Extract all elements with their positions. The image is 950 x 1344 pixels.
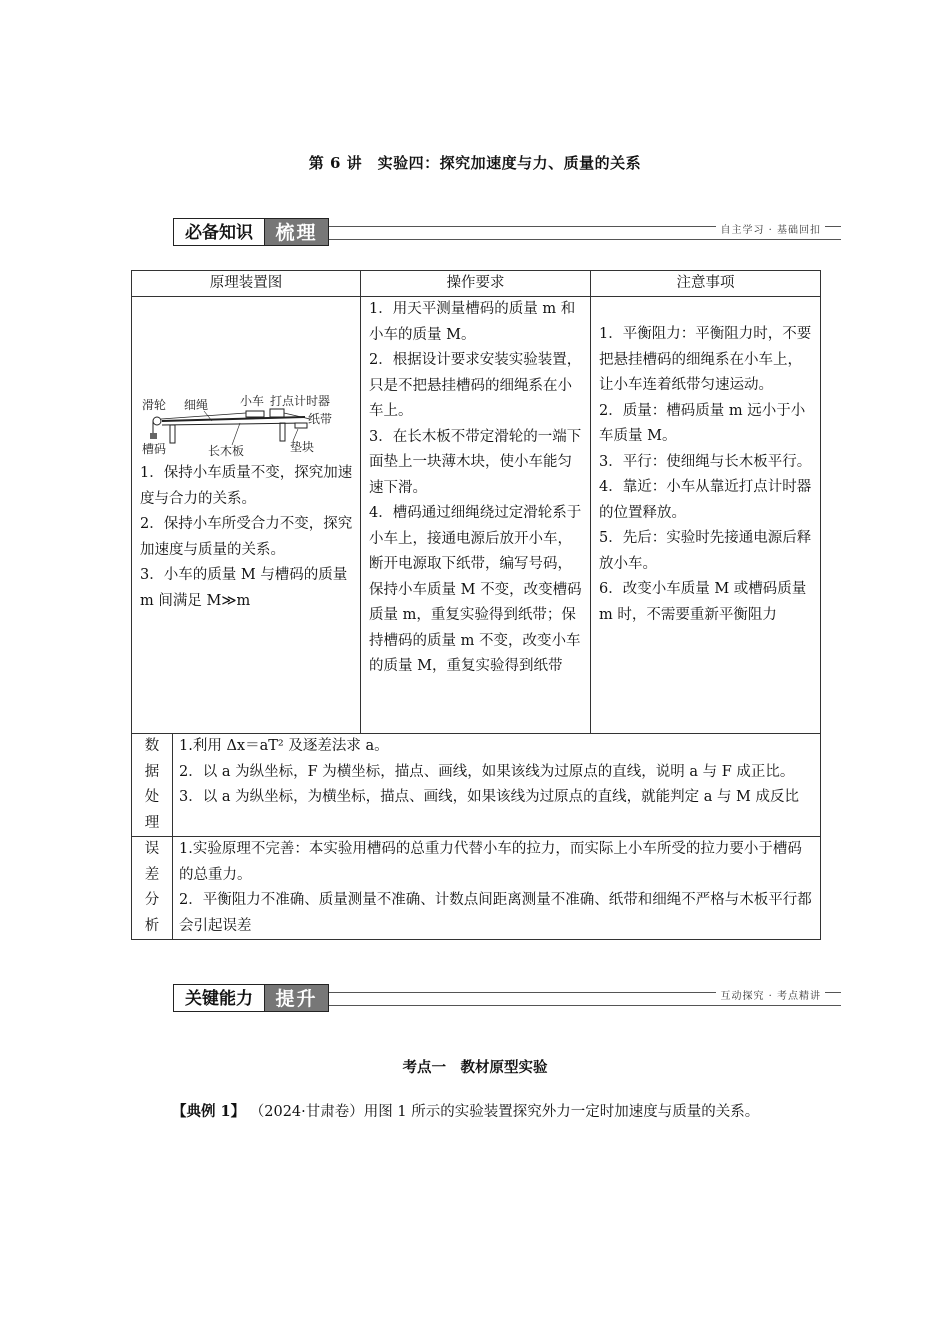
- section-title: 考点一 教材原型实验: [402, 1059, 548, 1076]
- principle-cell: [132, 297, 361, 734]
- banner-tag: 自主学习 · 基础回扣: [716, 221, 825, 236]
- example-label: 【典例 1】: [172, 1103, 246, 1120]
- experiment-table: [131, 270, 821, 940]
- operation-cell: [361, 297, 591, 734]
- error-analysis-item: 1.实验原理不完善：本实验用槽码的总重力代替小车的拉力，而实际上小车所受的拉力要小于槽码的总重力。: [179, 841, 802, 883]
- page-title: 第 6 讲 实验四：探究加速度与力、质量的关系: [308, 154, 642, 172]
- principle-item: 2．保持小车所受合力不变，探究加速度与质量的关系。: [140, 516, 353, 558]
- label-tape: 纸带: [308, 412, 333, 426]
- operation-item: 1．用天平测量槽码的质量 m 和小车的质量 M。: [369, 301, 576, 343]
- label-cart: 小车: [240, 394, 265, 408]
- label-block: 垫块: [290, 440, 315, 454]
- operation-item: 3．在长木板不带定滑轮的一端下面垫上一块薄木块，使小车能匀速下滑。: [369, 428, 582, 496]
- note-item: 4．靠近：小车从靠近打点计时器的位置释放。: [599, 479, 812, 521]
- label-rope: 细绳: [184, 398, 209, 412]
- banner-label-highlight: 梳理: [265, 218, 329, 246]
- label-board: 长木板: [208, 444, 245, 458]
- apparatus-diagram: [140, 389, 350, 461]
- note-item: 5．先后：实验时先接通电源后释放小车。: [599, 530, 812, 572]
- data-processing-label: 数 据 处 理: [132, 734, 173, 837]
- banner-label-highlight: 提升: [265, 984, 329, 1012]
- error-analysis-item: 2．平衡阻力不准确、质量测量不准确、计数点间距离测量不准确、纸带和细绳不严格与木板平行都会引起误差: [179, 892, 812, 934]
- error-analysis-cell: [173, 837, 821, 940]
- data-processing-item: 2．以 a 为纵坐标，F 为横坐标，描点、画线，如果该线为过原点的直线，说明 a 与 F 成正比。: [179, 763, 795, 780]
- principle-item: 3．小车的质量 M 与槽码的质量 m 间满足 M≫m: [140, 567, 348, 609]
- banner-label: 关键能力: [173, 984, 265, 1012]
- principle-item: 1．保持小车质量不变，探究加速度与合力的关系。: [140, 465, 353, 507]
- label-weight: 槽码: [142, 442, 167, 456]
- example-text: 用图 1 所示的实验装置探究外力一定时加速度与质量的关系。: [363, 1104, 760, 1120]
- example-source: （2024·甘肃卷）: [249, 1104, 364, 1120]
- operation-item: 2．根据设计要求安装实验装置，只是不把悬挂槽码的细绳系在小车上。: [369, 352, 582, 419]
- label-timer: 打点计时器: [270, 394, 331, 408]
- section-banner-ability: [173, 984, 841, 1014]
- banner-tag: 互动探究 · 考点精讲: [716, 987, 825, 1002]
- header-operation: 操作要求: [361, 271, 591, 297]
- section-banner-knowledge: [173, 218, 841, 248]
- note-item: 3．平行：使细绳与长木板平行。: [599, 453, 812, 470]
- notes-cell: [591, 297, 821, 734]
- operation-item: 4．槽码通过细绳绕过定滑轮系于小车上，接通电源后放开小车，断开电源取下纸带，编写号码，保持小车质量 M 不变，改变槽码质量 m，重复实验得到纸带；保持槽码的质量 m 不变，改变小车的质量 M，重复实验得到纸带: [369, 505, 582, 674]
- banner-label: 必备知识: [173, 218, 265, 246]
- note-item: 1．平衡阻力：平衡阻力时，不要把悬挂槽码的细绳系在小车上，让小车连着纸带匀速运动。: [599, 326, 812, 393]
- data-processing-item: 3．以 a 为纵坐标，为横坐标，描点、画线，如果该线为过原点的直线，就能判定 a 与 M 成反比: [179, 789, 800, 805]
- error-analysis-label: 误 差 分 析: [132, 837, 173, 940]
- note-item: 2．质量：槽码质量 m 远小于小车质量 M。: [599, 402, 806, 444]
- data-processing-cell: [173, 734, 821, 837]
- header-principle: 原理装置图: [132, 271, 361, 297]
- data-processing-item: 1.利用 Δx＝aT² 及逐差法求 a。: [179, 738, 389, 754]
- header-notes: 注意事项: [591, 271, 821, 297]
- note-item: 6．改变小车质量 M 或槽码质量 m 时，不需要重新平衡阻力: [599, 581, 807, 623]
- label-pulley: 滑轮: [142, 398, 167, 412]
- example-paragraph: [140, 1099, 820, 1125]
